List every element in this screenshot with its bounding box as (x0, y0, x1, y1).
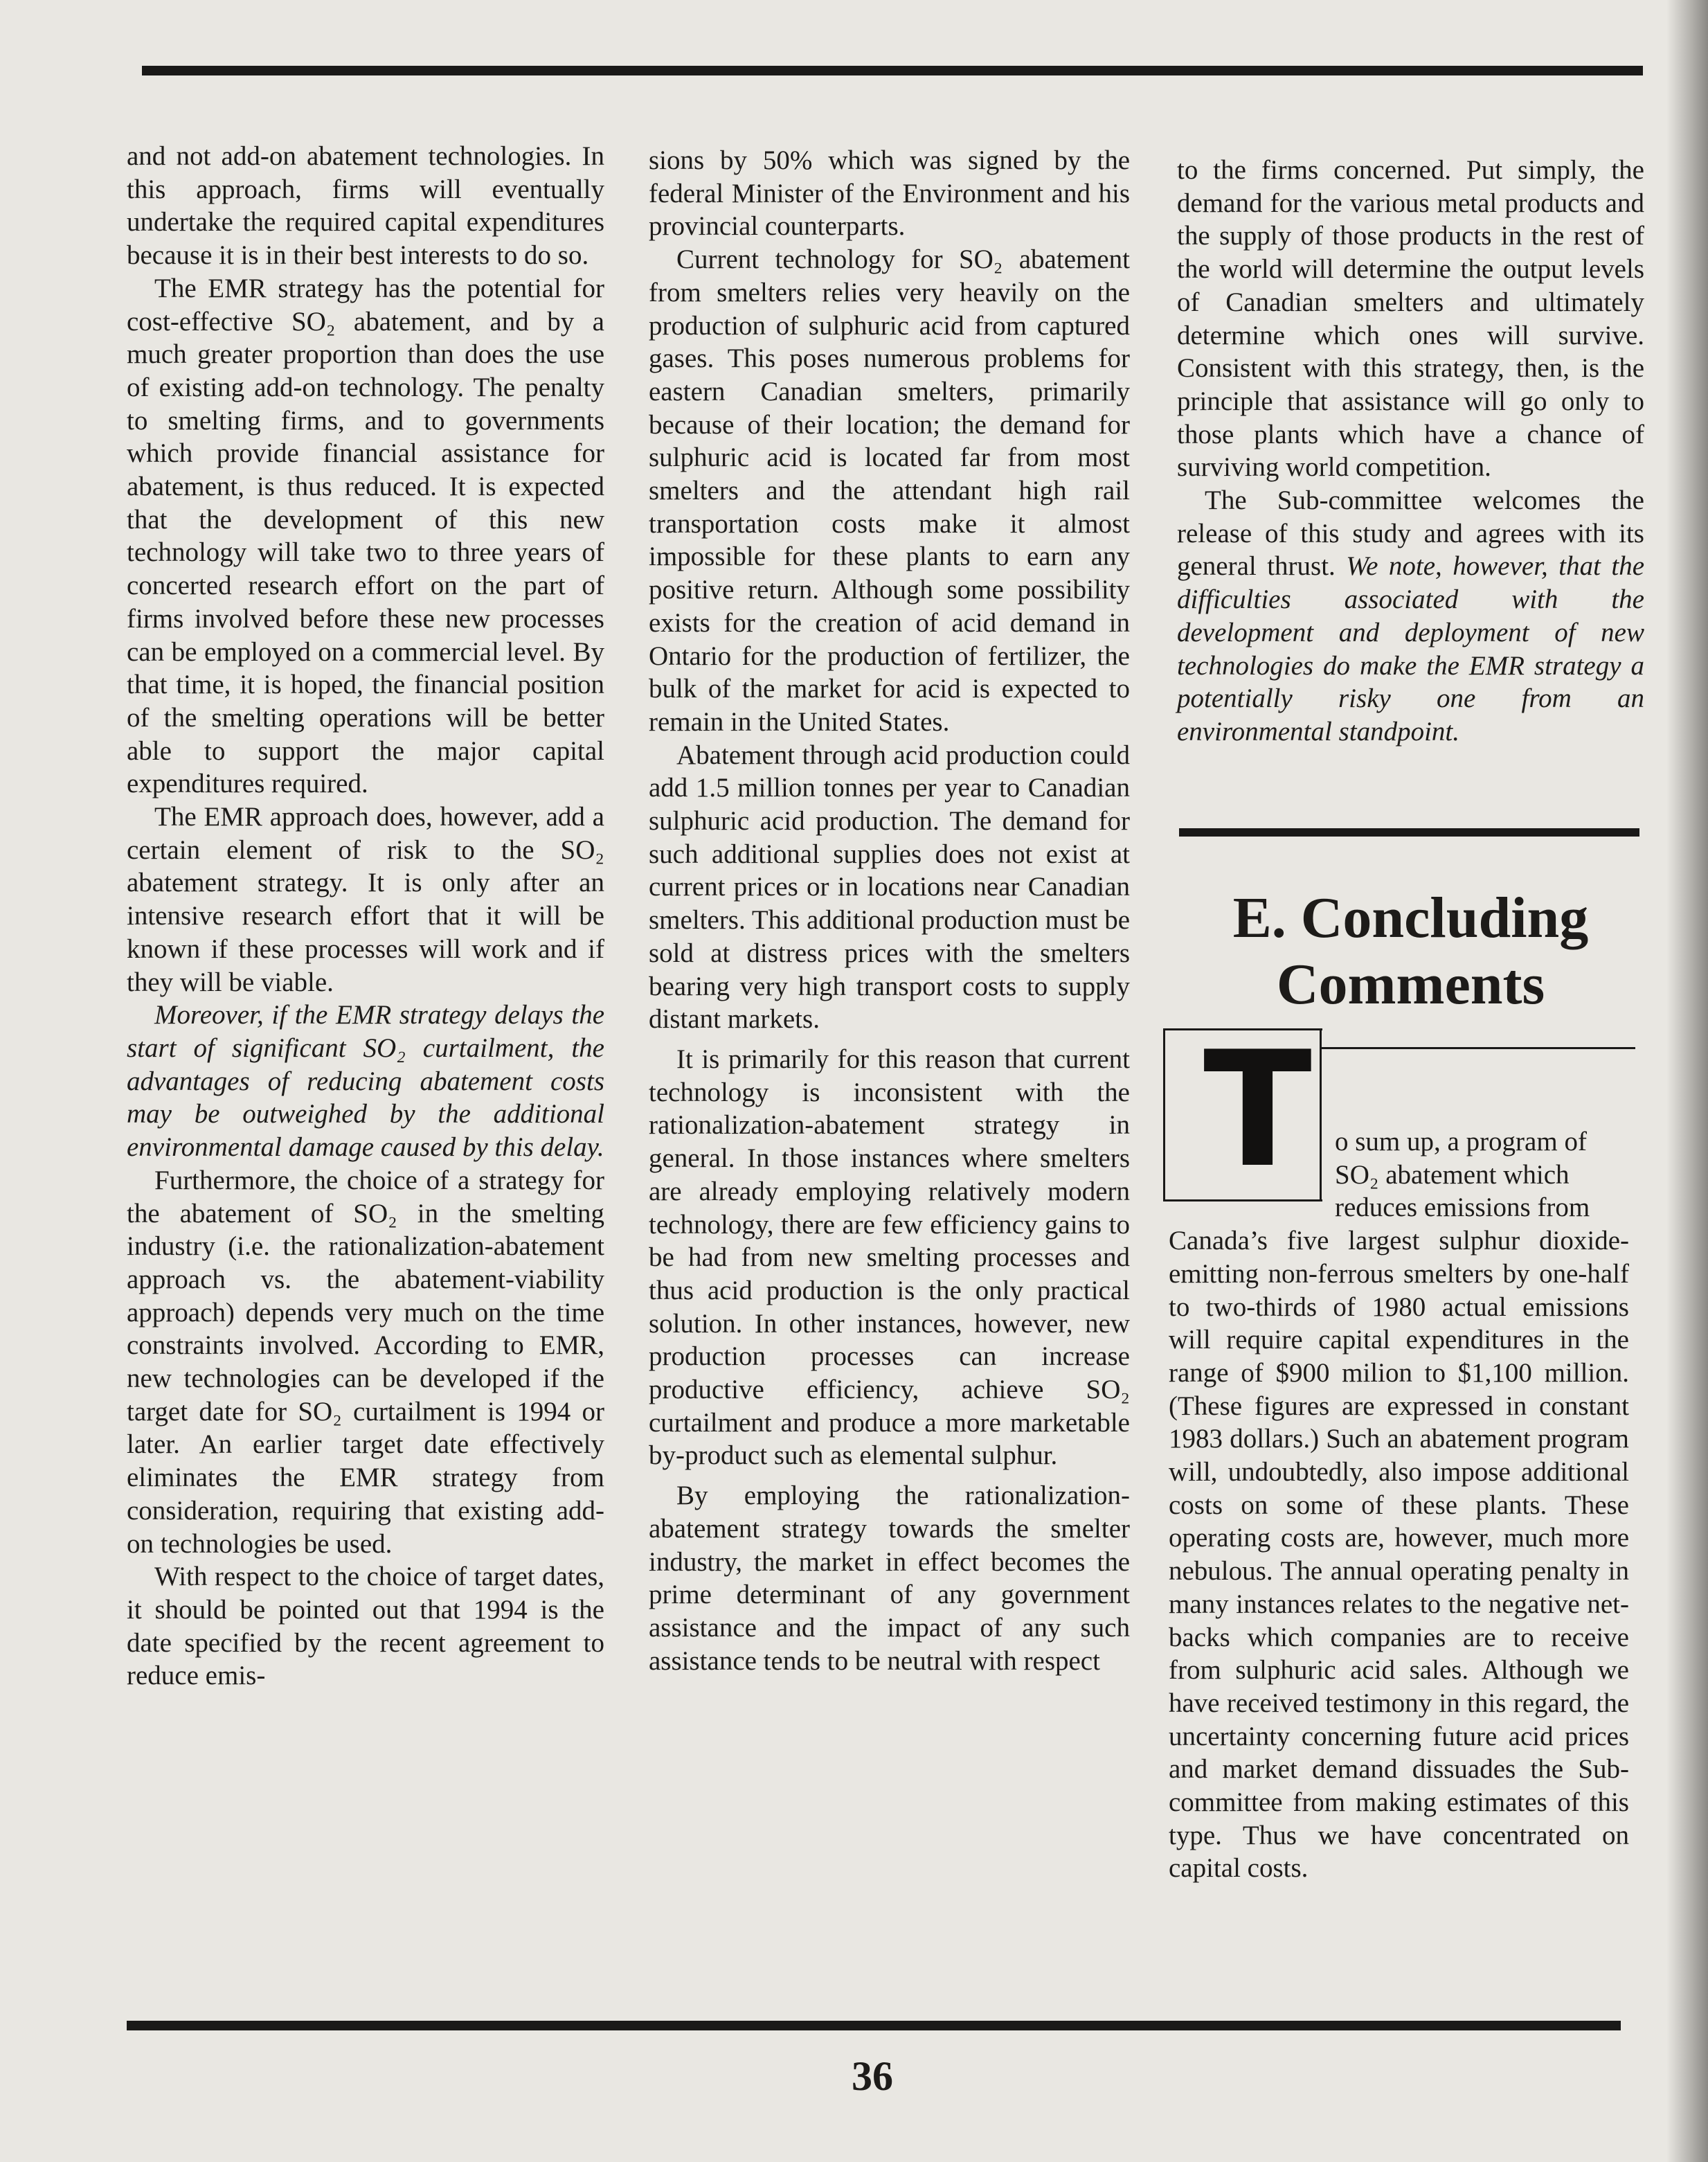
paragraph: Current technology for SO₂ abatement from smelters relies very heavily on the production of sulphuric acid from captured gases. This poses numerous problems for eastern Canadian smelters, primarily because of their location; the demand for sulphuric acid is located far from most smelters and the attendant high rail transportation costs make it almost impossible for these plants to earn any positive return. Although some possibility exists for the creation of acid demand in Ontario for the production of fertilizer, the bulk of the market for acid is expected to remain in the United States. (649, 244, 1130, 737)
top-rule (142, 66, 1643, 75)
paragraph: Canada’s five largest sulphur dioxide-emitting non-ferrous smelters by one-half to two-thirds of 1980 actual emissions will require capital expenditures in the range of $900 milion to $1,100 million. (These figures are expressed in constant 1983 dollars.) Such an abatement program will, undoubtedly, also impose additional costs on some of these plants. These operating costs are, however, much more nebulous. The annual operating penalty in many instances relates to the negative net-backs which companies are to receive from sulphuric acid sales. Although we have received testimony in this regard, the uncertainty concerning future acid prices and market demand dissuades the Sub-committee from making estimates of this type. Thus we have concentrated on capital costs. (1169, 1226, 1629, 1884)
column-3-section-body (1169, 1125, 1629, 1885)
drop-cap-letter: T (1203, 1018, 1312, 1203)
paragraph: Furthermore, the choice of a strategy for the abatement of SO₂ in the smelting industry (i.e. the rationalization-abatement approach vs. the abatement-viability approach) depends very much on the time constraints involved. According to EMR, new technologies can be developed if the target date for SO₂ curtailment is 1994 or later. An earlier target date effectively eliminates the EMR strategy from consideration, requiring that existing add-on technologies be used. (127, 1165, 604, 1559)
paragraph: By employing the rationalization-abatement strategy towards the smelter industry, the market in effect becomes the prime determinant of any government assistance and the impact of any such assistance tends to be neutral with respect (649, 1481, 1130, 1676)
section-rule (1179, 828, 1639, 837)
paragraph: Abatement through acid production could add 1.5 million tonnes per year to Canadian sulphuric acid production. The demand for such additional supplies does not exist at current prices or in locations near Canadian smelters. This additional production must be sold at distress prices with the smelters bearing very high transport costs to supply distant markets. (649, 740, 1130, 1035)
italic-paragraph: Moreover, if the EMR strategy delays the start of significant SO₂ curtailment, the advantages of reducing abatement costs may be outweighed by the additional environmental damage caused by this delay. (127, 1000, 604, 1163)
page-number: 36 (852, 2053, 893, 2099)
paragraph: and not add-on abatement technologies. In this approach, firms will eventually undertake the required capital expenditures because it is in their best interests to do so. (127, 141, 604, 271)
section-heading (1177, 885, 1644, 1018)
paragraph: sions by 50% which was signed by the federal Minister of the Environment and his provincial counterparts. (649, 145, 1130, 242)
italic-conclusion: We note, however, that the difficulties associated with the development and deployment of new technologies do make the EMR strategy a potentially risky one from an environmental standpoint. (1177, 551, 1644, 747)
lead-line: reduces emissions from (1335, 1192, 1590, 1223)
lead-line: SO₂ abatement which (1335, 1159, 1570, 1190)
heading-line-1: E. Concluding (1232, 886, 1589, 950)
page-edge-shadow (1666, 0, 1708, 2162)
paragraph (1177, 484, 1644, 749)
column-2 (649, 144, 1130, 1677)
paragraph-text: The Sub-committee welcomes the release of this study and agrees with its general thrust. (1177, 485, 1644, 582)
paragraph: The EMR approach does, however, add a certain element of risk to the SO₂ abatement strategy. It is only after an intensive research effort that it will be known if these processes will work and if they will be viable. (127, 802, 604, 997)
paragraph: The EMR strategy has the potential for cost-effective SO₂ abatement, and by a much greater proportion than does the use of existing add-on technology. The penalty to smelting firms, and to governments which provide financial assistance for abatement, is thus reduced. It is expected that the development of this new technology will take two to three years of concerted research effort on the part of firms involved before these new processes can be employed on a commercial level. By that time, it is hoped, the financial position of the smelting operations will be better able to support the major capital expenditures required. (127, 273, 604, 799)
paragraph: With respect to the choice of target dates, it should be pointed out that 1994 is the date specified by the recent agreement to reduce emis- (127, 1562, 604, 1691)
column-1 (127, 140, 604, 1692)
paragraph: It is primarily for this reason that current technology is inconsistent with the rationalization-abatement strategy in general. In those instances where smelters are already employing relatively modern technology, there are few efficiency gains to be had from new smelting processes and thus acid production is the only practical solution. In other instances, however, new production processes can increase productive efficiency, achieve SO₂ curtailment and produce a more marketable by-product such as elemental sulphur. (649, 1044, 1130, 1471)
paragraph: to the firms concerned. Put simply, the demand for the various metal products and the supply of those products in the rest of the world will determine the output levels of Canadian smelters and ultimately determine which ones will survive. Consistent with this strategy, then, is the principle that assistance will go only to those plants which have a chance of surviving world competition. (1177, 155, 1644, 483)
heading-line-2: Comments (1276, 952, 1545, 1017)
column-3 (1177, 154, 1644, 749)
drop-cap-frame-top (1320, 1047, 1635, 1049)
lead-line: o sum up, a program of (1335, 1127, 1587, 1156)
bottom-rule (127, 2021, 1621, 2030)
